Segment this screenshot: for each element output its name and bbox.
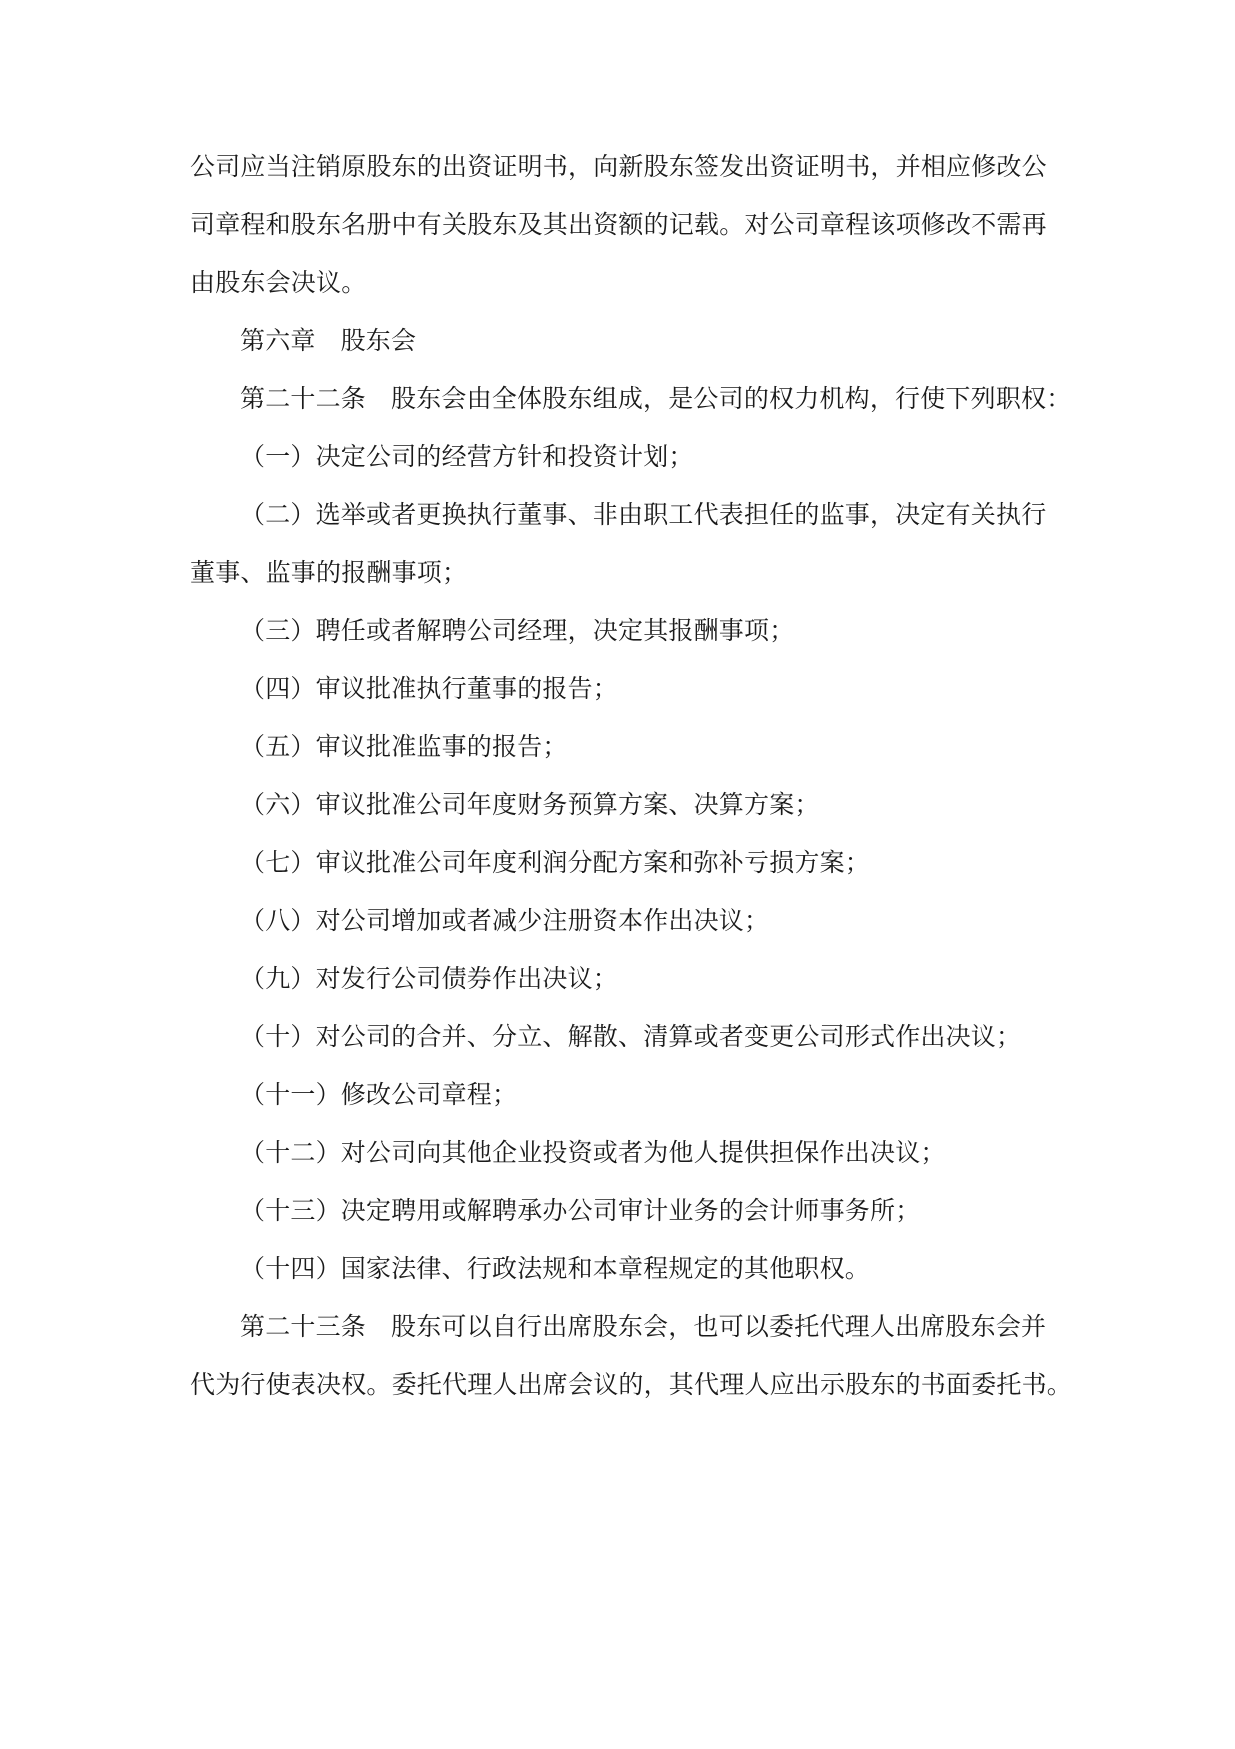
power-item: （六）审议批准公司年度财务预算方案、决算方案； [240, 790, 820, 819]
chapter-heading [240, 324, 1120, 358]
power-item: （七）审议批准公司年度利润分配方案和弥补亏损方案； [240, 848, 871, 877]
power-item: （四）审议批准执行董事的报告； [240, 674, 619, 703]
power-item: （十）对公司的合并、分立、解散、清算或者变更公司形式作出决议； [240, 1022, 1022, 1051]
paragraph-line: 代为行使表决权。委托代理人出席会议的，其代理人应出示股东的书面委托书。 [190, 1370, 1073, 1399]
power-item: （八）对公司增加或者减少注册资本作出决议； [240, 906, 770, 935]
article-number: 第二十二条 [240, 384, 367, 413]
power-item: （九）对发行公司债券作出决议； [240, 964, 619, 993]
power-item-continuation: 董事、监事的报酬事项； [190, 558, 468, 587]
article-text: 股东会由全体股东组成，是公司的权力机构，行使下列职权： [391, 384, 1072, 413]
article-number: 第二十三条 [240, 1312, 367, 1341]
power-item: （三）聘任或者解聘公司经理，决定其报酬事项； [240, 616, 795, 645]
paragraph-line: 由股东会决议。 [190, 268, 367, 297]
power-item: （十二）对公司向其他企业投资或者为他人提供担保作出决议； [240, 1138, 946, 1167]
article-22-heading [240, 382, 1120, 416]
power-item: （十三）决定聘用或解聘承办公司审计业务的会计师事务所； [240, 1196, 921, 1225]
power-item: （十一）修改公司章程； [240, 1080, 518, 1109]
paragraph-line: 公司应当注销原股东的出资证明书，向新股东签发出资证明书，并相应修改公 [190, 152, 1047, 181]
chapter-number: 第六章 [240, 326, 316, 355]
power-item: （二）选举或者更换执行董事、非由职工代表担任的监事，决定有关执行 [240, 500, 1047, 529]
article-23-heading [240, 1310, 1120, 1344]
chapter-title: 股东会 [340, 326, 417, 355]
power-item: （一）决定公司的经营方针和投资计划； [240, 442, 694, 471]
article-text: 股东可以自行出席股东会，也可以委托代理人出席股东会并 [391, 1312, 1047, 1341]
paragraph-line: 司章程和股东名册中有关股东及其出资额的记载。对公司章程该项修改不需再 [190, 210, 1047, 239]
power-item: （十四）国家法律、行政法规和本章程规定的其他职权。 [240, 1254, 871, 1283]
power-item: （五）审议批准监事的报告； [240, 732, 568, 761]
